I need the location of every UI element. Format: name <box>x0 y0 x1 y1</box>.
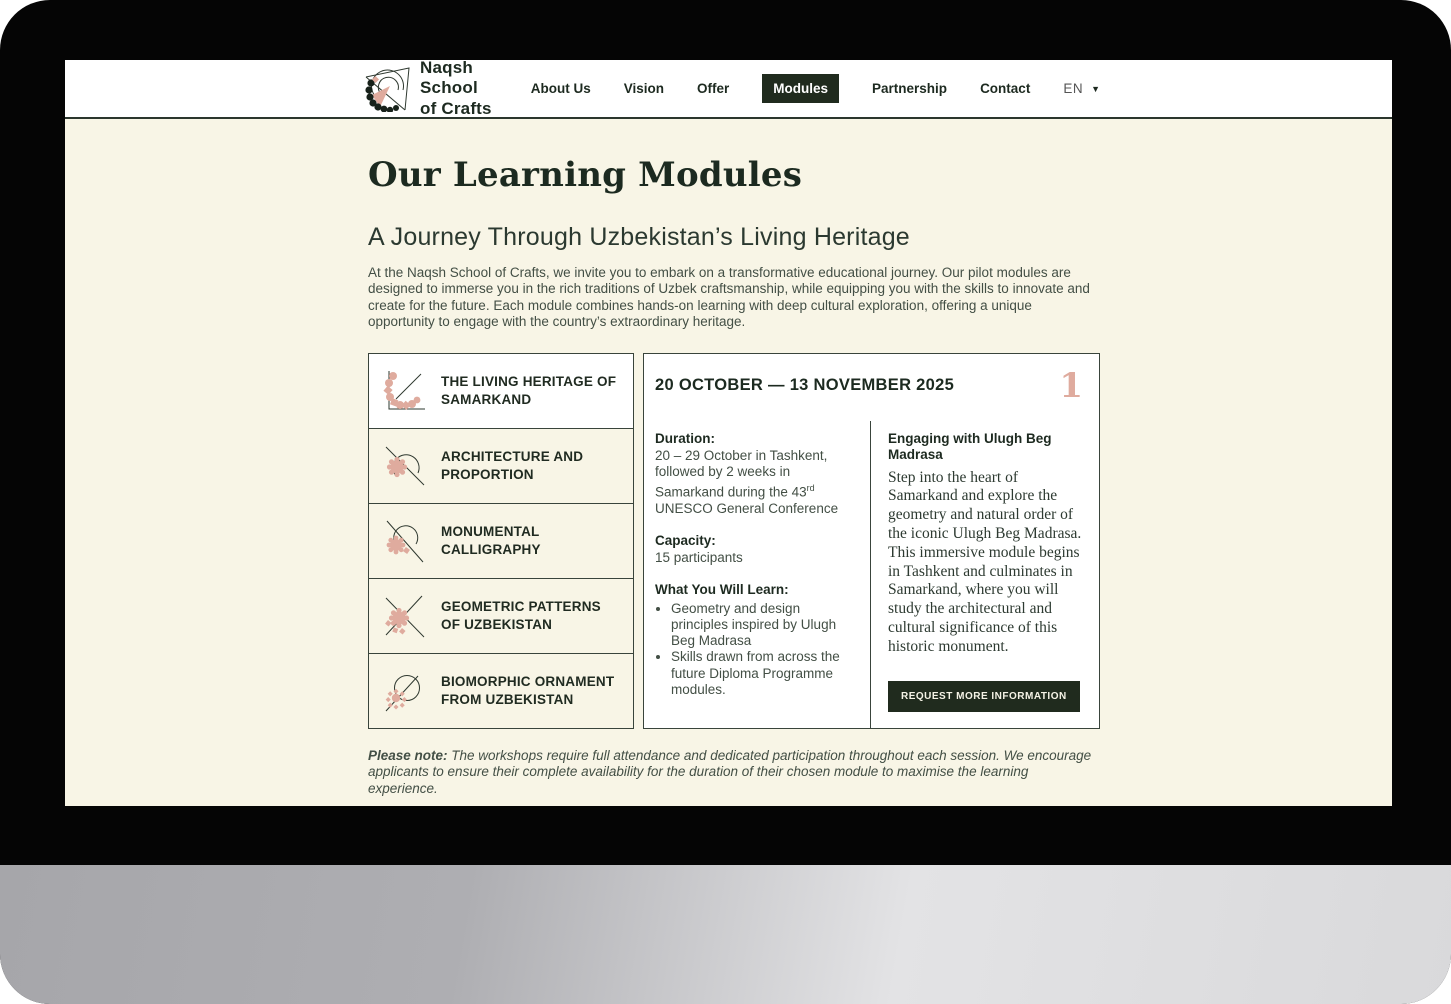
tab-architecture-and-proportion[interactable] <box>369 429 633 504</box>
brand-logo[interactable] <box>363 60 531 119</box>
nav-item-contact[interactable]: Contact <box>980 81 1031 96</box>
nav-item-about-us[interactable]: About Us <box>530 81 591 96</box>
tab-label: ARCHITECTURE AND PROPORTION <box>441 448 584 482</box>
language-code: EN <box>1063 81 1084 96</box>
learn-item: • Skills drawn from across the future Diploma Programme modules. <box>671 649 854 698</box>
main-nav <box>531 74 1100 103</box>
duration-label: Duration: <box>655 430 715 446</box>
tab-label: MONUMENTAL CALLIGRAPHY <box>441 523 541 557</box>
engage-title: Engaging with Ulugh Beg Madrasa <box>888 430 1052 463</box>
module-facts-column <box>644 421 870 728</box>
learn-list <box>671 601 854 698</box>
naqsh-logo-icon <box>363 66 411 112</box>
capacity-label: Capacity: <box>655 532 716 548</box>
intro-paragraph: At the Naqsh School of Crafts, we invite you to embark on a transformative educational journey. Our pilot modules are designed to immerse you in the rich traditions of Uzbek craftsmanship, while equipping you with the skills to innovate and create for the future. Each module combines hands-on learning with deep cultural exploration, offering a unique opportunity to engage with the country’s extraordinary heritage. <box>368 265 1090 330</box>
nav-item-partnership[interactable]: Partnership <box>872 81 948 96</box>
circle-line-sun-icon <box>382 668 428 714</box>
module-tab-list <box>368 353 634 729</box>
module-detail-panel <box>643 353 1100 729</box>
tab-label: GEOMETRIC PATTERNS OF UZBEKISTAN <box>441 598 601 632</box>
tab-label: BIOMORPHIC ORNAMENT FROM UZBEKISTAN <box>441 674 615 707</box>
modules-section <box>368 353 1100 729</box>
module-number: 1 <box>1059 365 1083 406</box>
brand-name: Naqsh School of Crafts <box>420 60 492 118</box>
nav-item-modules[interactable]: Modules <box>762 74 839 103</box>
tab-biomorphic-ornament-from-uzbekistan[interactable] <box>369 654 633 728</box>
module-date-range: 20 OCTOBER — 13 NOVEMBER 2025 <box>655 375 955 394</box>
tab-living-heritage-of-samarkand[interactable] <box>369 354 633 429</box>
tab-label: THE LIVING HERITAGE OF SAMARKAND <box>441 373 617 407</box>
page-subtitle: A Journey Through Uzbekistan’s Living Heritage <box>368 223 910 251</box>
nav-item-offer[interactable]: Offer <box>697 81 730 96</box>
corner-dots-arc-icon <box>382 368 428 414</box>
module-description-column <box>870 421 1099 728</box>
engage-text: Step into the heart of Samarkand and explore the geometry and natural order of the iconic Ulugh Beg Madrasa. This immersive module begins in Tashkent and culminates in Samarkand, where you will study the architectural and cultural significance of this historic monument. <box>888 468 1082 655</box>
language-selector[interactable] <box>1063 81 1100 96</box>
browser-viewport <box>65 60 1392 806</box>
request-information-button[interactable]: REQUEST MORE INFORMATION <box>888 681 1080 712</box>
learn-label: What You Will Learn: <box>655 581 789 597</box>
diagonal-circle-flower-icon <box>382 443 428 489</box>
tab-monumental-calligraphy[interactable] <box>369 504 633 579</box>
crossed-lines-flower-icon <box>382 593 428 639</box>
tab-geometric-patterns-of-uzbekistan[interactable] <box>369 579 633 654</box>
nav-item-vision[interactable]: Vision <box>623 81 664 96</box>
chevron-down-icon: ▼ <box>1091 83 1100 94</box>
capacity-value: 15 participants <box>655 549 743 565</box>
page-title: Our Learning Modules <box>368 155 803 195</box>
learn-item: • Geometry and design principles inspired by Ulugh Beg Madrasa <box>671 601 854 650</box>
note-label: Please note: <box>368 747 448 763</box>
diagonal-arc-flower-icon <box>382 518 428 564</box>
duration-value: 20 – 29 October in Tashkent, followed by 2 weeks in Samarkand during the 43rd UNESCO General Conference <box>655 447 839 516</box>
site-header <box>65 60 1392 119</box>
monitor-stand <box>0 865 1451 1004</box>
attendance-note: Please note: The workshops require full attendance and dedicated participation throughout each session. We encourage applicants to ensure their complete availability for the duration of their chosen module to maximise the learning experience. <box>368 747 1092 796</box>
